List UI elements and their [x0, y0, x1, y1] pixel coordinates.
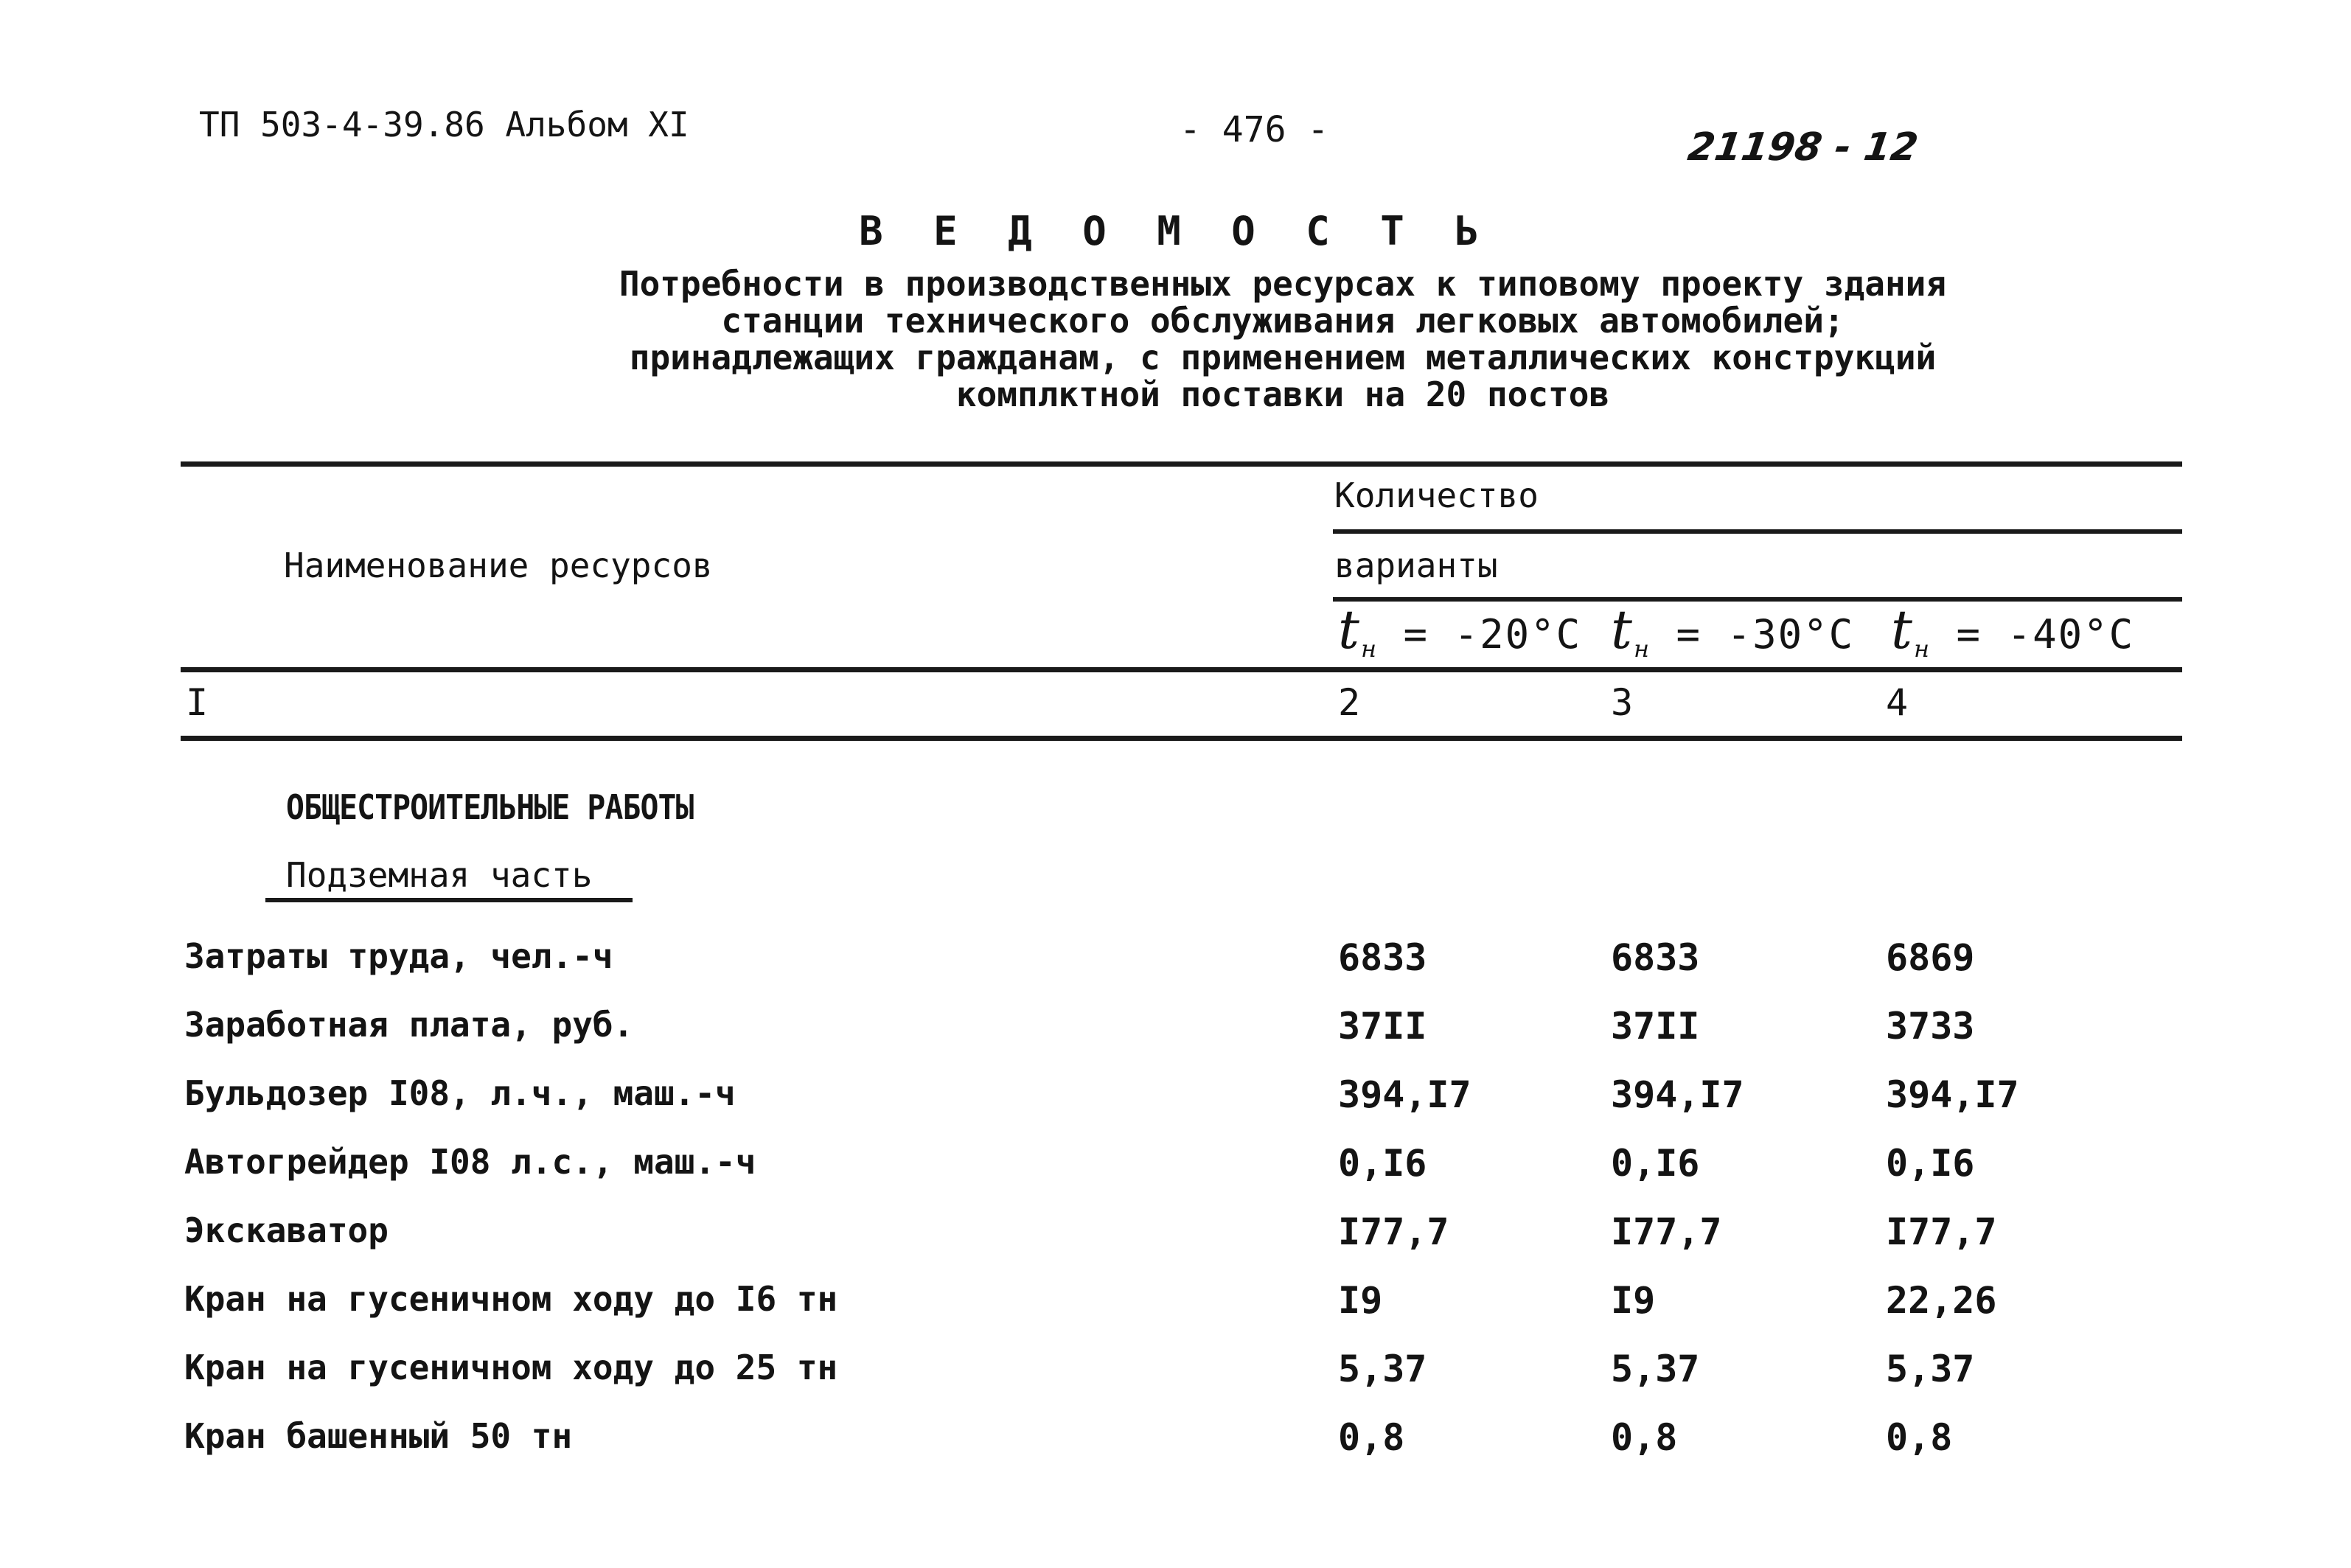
- value-variant-3: I77,7: [1886, 1210, 1997, 1253]
- variants-header: варианты: [1334, 546, 1498, 585]
- value-variant-2: 0,8: [1611, 1416, 1678, 1459]
- header-bottom-rule: [181, 667, 2182, 672]
- value-variant-1: 6833: [1338, 936, 1427, 979]
- value-variant-2: 0,I6: [1611, 1142, 1700, 1185]
- value-variant-2: I77,7: [1611, 1210, 1722, 1253]
- temperature-symbol: t: [1338, 599, 1361, 661]
- subsection-title: Подземная часть: [286, 855, 593, 895]
- section-title: ОБЩЕСТРОИТЕЛЬНЫЕ РАБОТЫ: [286, 787, 694, 827]
- handwritten-note: 21198 - 12: [1685, 125, 1921, 170]
- value-variant-3: 5,37: [1886, 1348, 1975, 1390]
- temperature-symbol: t: [1891, 599, 1914, 661]
- document-title: В Е Д О М О С Т Ь: [859, 208, 1492, 254]
- resource-name: Экскаватор: [184, 1210, 389, 1250]
- resource-name: Автогрейдер I08 л.с., маш.-ч: [184, 1142, 756, 1182]
- variant-1-header: [1338, 599, 1581, 663]
- value-variant-1: 394,I7: [1338, 1073, 1471, 1116]
- value-variant-3: 0,I6: [1886, 1142, 1975, 1185]
- quantity-header: Количество: [1334, 475, 1539, 515]
- value-variant-3: 394,I7: [1886, 1073, 2019, 1116]
- resource-name: Кран на гусеничном ходу до 25 тн: [184, 1348, 838, 1387]
- temperature-subscript: н: [1360, 634, 1379, 663]
- variant-3-value: = -40°C: [1956, 611, 2135, 658]
- value-variant-2: 5,37: [1611, 1348, 1700, 1390]
- value-variant-1: 5,37: [1338, 1348, 1427, 1390]
- value-variant-3: 3733: [1886, 1005, 1975, 1048]
- value-variant-2: 394,I7: [1611, 1073, 1744, 1116]
- temperature-symbol: t: [1611, 599, 1634, 661]
- value-variant-1: 0,8: [1338, 1416, 1405, 1459]
- value-variant-1: I77,7: [1338, 1210, 1449, 1253]
- value-variant-1: 0,I6: [1338, 1142, 1427, 1185]
- variant-1-value: = -20°C: [1403, 611, 1582, 658]
- page-number: - 476 -: [1180, 109, 1329, 150]
- value-variant-2: 37II: [1611, 1005, 1700, 1048]
- column-number-3: 3: [1611, 681, 1634, 724]
- value-variant-2: 6833: [1611, 936, 1700, 979]
- document-code: ТП 503-4-39.86 Альбом XI: [199, 105, 689, 144]
- column-number-1: I: [186, 681, 209, 724]
- variant-2-header: [1611, 599, 1854, 663]
- value-variant-3: 0,8: [1886, 1416, 1953, 1459]
- resource-name: Кран на гусеничном ходу до I6 тн: [184, 1279, 838, 1319]
- resource-name: Кран башенный 50 тн: [184, 1416, 573, 1456]
- column-number-2: 2: [1338, 681, 1361, 724]
- resource-name: Затраты труда, чел.-ч: [184, 936, 613, 976]
- document-subtitle: Потребности в производственных ресурсах к типовому проекту здания станции технического обслуживания легковых автомобилей; принадлежащих гражданам, с применением металлических конструкций комплктной поставки на 20 постов: [619, 264, 1947, 414]
- value-variant-3: 6869: [1886, 936, 1975, 979]
- temperature-subscript: н: [1913, 634, 1932, 663]
- resource-name-header: Наименование ресурсов: [284, 546, 713, 585]
- value-variant-3: 22,26: [1886, 1279, 1997, 1322]
- variant-3-header: [1891, 599, 2134, 663]
- column-number-4: 4: [1886, 681, 1909, 724]
- variant-2-value: = -30°C: [1676, 611, 1855, 658]
- resource-name: Заработная плата, руб.: [184, 1005, 634, 1045]
- quantity-rule: [1333, 529, 2182, 534]
- table-top-rule: [181, 461, 2182, 467]
- temperature-subscript: н: [1633, 634, 1651, 663]
- resource-name: Бульдозер I08, л.ч., маш.-ч: [184, 1073, 736, 1113]
- value-variant-1: 37II: [1338, 1005, 1427, 1048]
- value-variant-1: I9: [1338, 1279, 1383, 1322]
- subsection-underline: [265, 898, 633, 902]
- value-variant-2: I9: [1611, 1279, 1656, 1322]
- column-numbers-rule: [181, 736, 2182, 741]
